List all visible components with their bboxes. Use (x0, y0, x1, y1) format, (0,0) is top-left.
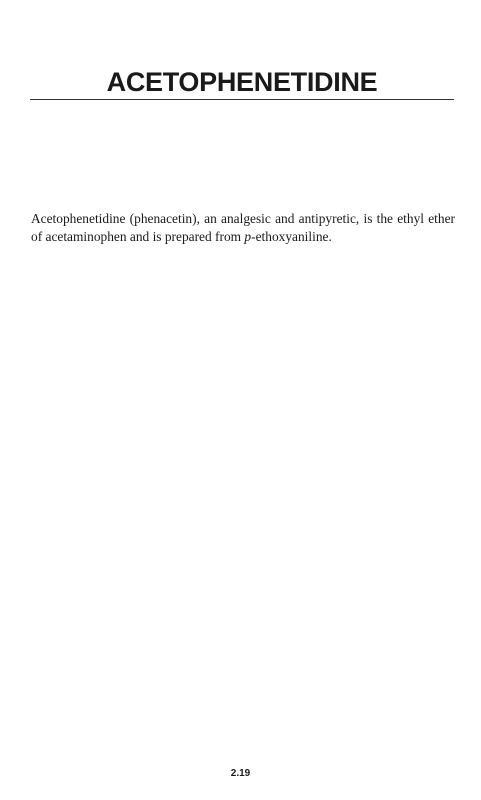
page-title: ACETOPHENETIDINE (106, 67, 378, 97)
title-divider (30, 99, 454, 100)
page-number: 2.19 (230, 768, 251, 779)
paragraph-text-end: -ethoxyaniline. (251, 229, 332, 244)
paragraph-text-start: Acetophenetidine (phenacetin), an analgesic and antipyretic, is the ethyl ether of acetaminophen and is prepared from (31, 211, 455, 244)
body-paragraph (31, 210, 455, 246)
paragraph-italic-prefix: p (244, 229, 252, 244)
